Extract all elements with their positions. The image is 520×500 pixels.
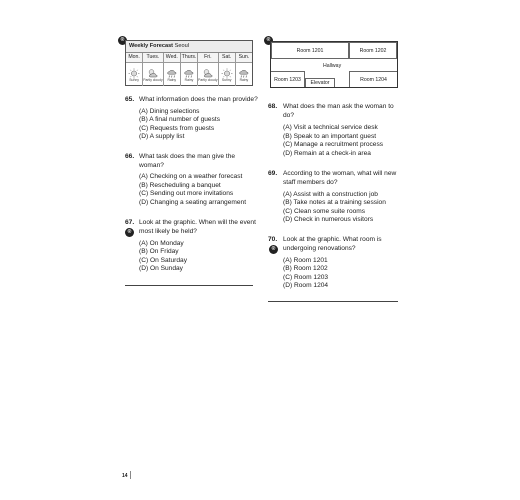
rain-icon bbox=[183, 66, 195, 77]
option[interactable]: (B) A final number of guests bbox=[139, 116, 220, 123]
option[interactable]: (B) Room 1202 bbox=[283, 265, 328, 272]
option[interactable]: (C) Clean some suite rooms bbox=[283, 207, 366, 215]
forecast-condition: Partly cloudy bbox=[198, 78, 218, 82]
forecast-day-column bbox=[219, 53, 236, 86]
room-1204: Room 1204 bbox=[349, 71, 397, 87]
page-number-divider bbox=[130, 471, 131, 479]
question-66-number: 66. bbox=[125, 153, 135, 160]
forecast-day-label: Thurs. bbox=[181, 53, 197, 63]
question-69-text: According to the woman, what will new staff members do? bbox=[283, 170, 397, 186]
option[interactable]: (D) Room 1204 bbox=[283, 282, 329, 289]
option[interactable]: (D) Check in numerous visitors bbox=[283, 216, 374, 223]
option[interactable]: (B) Speak to an important guest bbox=[283, 132, 377, 140]
rain-icon bbox=[238, 66, 250, 77]
forecast-city: Seoul bbox=[174, 43, 189, 49]
sun-icon bbox=[128, 66, 140, 77]
question-70-number: 70. bbox=[268, 236, 278, 243]
forecast-day-label: Sat. bbox=[219, 53, 235, 63]
option[interactable]: (C) Room 1203 bbox=[283, 273, 329, 281]
question-68-text: What does the man ask the woman to do? bbox=[283, 103, 394, 119]
forecast-day-label: Sun. bbox=[236, 53, 252, 63]
left-column-rule bbox=[125, 285, 253, 286]
partly-cloudy-icon bbox=[147, 66, 159, 77]
question-67-text: Look at the graphic. When will the event most likely be held? bbox=[139, 219, 256, 235]
forecast-day-column bbox=[181, 53, 198, 86]
graphic-badge: ® bbox=[118, 36, 127, 45]
forecast-title: Weekly Forecast bbox=[129, 43, 174, 49]
forecast-day-column bbox=[143, 53, 163, 86]
forecast-grid bbox=[126, 53, 252, 86]
question-67-number: 67. bbox=[125, 219, 135, 226]
elevator: Elevator bbox=[305, 78, 335, 87]
sun-icon bbox=[221, 66, 233, 77]
question-65-number: 65. bbox=[125, 96, 135, 103]
forecast-condition: Sunny bbox=[221, 78, 232, 82]
option[interactable]: (B) On Friday bbox=[139, 248, 179, 255]
option[interactable]: (A) Visit a technical service desk bbox=[283, 124, 378, 131]
option[interactable]: (A) Room 1201 bbox=[283, 256, 328, 264]
right-column-rule bbox=[268, 301, 398, 302]
weekly-forecast-table bbox=[125, 40, 253, 86]
option[interactable]: (D) On Sunday bbox=[139, 265, 183, 272]
forecast-day-label: Wed. bbox=[164, 53, 180, 63]
question-68-number: 68. bbox=[268, 103, 278, 110]
forecast-day-column bbox=[126, 53, 143, 86]
graphic-badge: ® bbox=[125, 228, 134, 237]
floor-plan bbox=[270, 41, 398, 88]
question-66-text: What task does the man give the woman? bbox=[139, 153, 236, 169]
partly-cloudy-icon bbox=[202, 66, 214, 77]
option[interactable]: (D) A supply list bbox=[139, 133, 185, 140]
forecast-condition: Rainy bbox=[167, 78, 177, 82]
question-65-text: What information does the man provide? bbox=[139, 96, 258, 103]
hallway-label: Hallway bbox=[323, 63, 342, 69]
forecast-day-label: Mon. bbox=[126, 53, 142, 63]
room-1202: Room 1202 bbox=[349, 42, 397, 59]
rain-icon bbox=[166, 66, 178, 77]
forecast-condition: Rainy bbox=[239, 78, 249, 82]
forecast-day-column bbox=[236, 53, 252, 86]
question-70-text: Look at the graphic. What room is undergoing renovations? bbox=[283, 236, 382, 252]
option[interactable]: (A) Assist with a construction job bbox=[283, 190, 378, 198]
forecast-day-column bbox=[198, 53, 218, 86]
option[interactable]: (B) Rescheduling a banquet bbox=[139, 181, 221, 189]
forecast-header bbox=[126, 41, 252, 53]
option[interactable]: (C) Manage a recruitment process bbox=[283, 141, 384, 148]
option[interactable]: (C) Sending out more invitations bbox=[139, 190, 234, 197]
option[interactable]: (C) On Saturday bbox=[139, 256, 188, 264]
option[interactable]: (D) Changing a seating arrangement bbox=[139, 198, 247, 206]
forecast-day-label: Fri. bbox=[198, 53, 217, 63]
forecast-day-label: Tues. bbox=[143, 53, 162, 63]
option[interactable]: (A) Dining selections bbox=[139, 108, 200, 115]
forecast-condition: Partly cloudy bbox=[143, 78, 163, 82]
forecast-condition: Sunny bbox=[129, 78, 139, 82]
forecast-condition: Rainy bbox=[184, 78, 194, 82]
page-number: 14 bbox=[122, 473, 128, 479]
room-1203: Room 1203 bbox=[271, 71, 305, 87]
option[interactable]: (D) Remain at a check-in area bbox=[283, 149, 371, 157]
forecast-day-column bbox=[164, 53, 181, 86]
option[interactable]: (A) Checking on a weather forecast bbox=[139, 173, 243, 180]
option[interactable]: (C) Requests from guests bbox=[139, 124, 215, 132]
question-69-number: 69. bbox=[268, 170, 278, 177]
graphic-badge: ® bbox=[269, 245, 278, 254]
option[interactable]: (A) On Monday bbox=[139, 239, 184, 247]
option[interactable]: (B) Take notes at a training session bbox=[283, 199, 386, 206]
graphic-badge: ® bbox=[264, 36, 273, 45]
room-1201: Room 1201 bbox=[271, 42, 349, 59]
